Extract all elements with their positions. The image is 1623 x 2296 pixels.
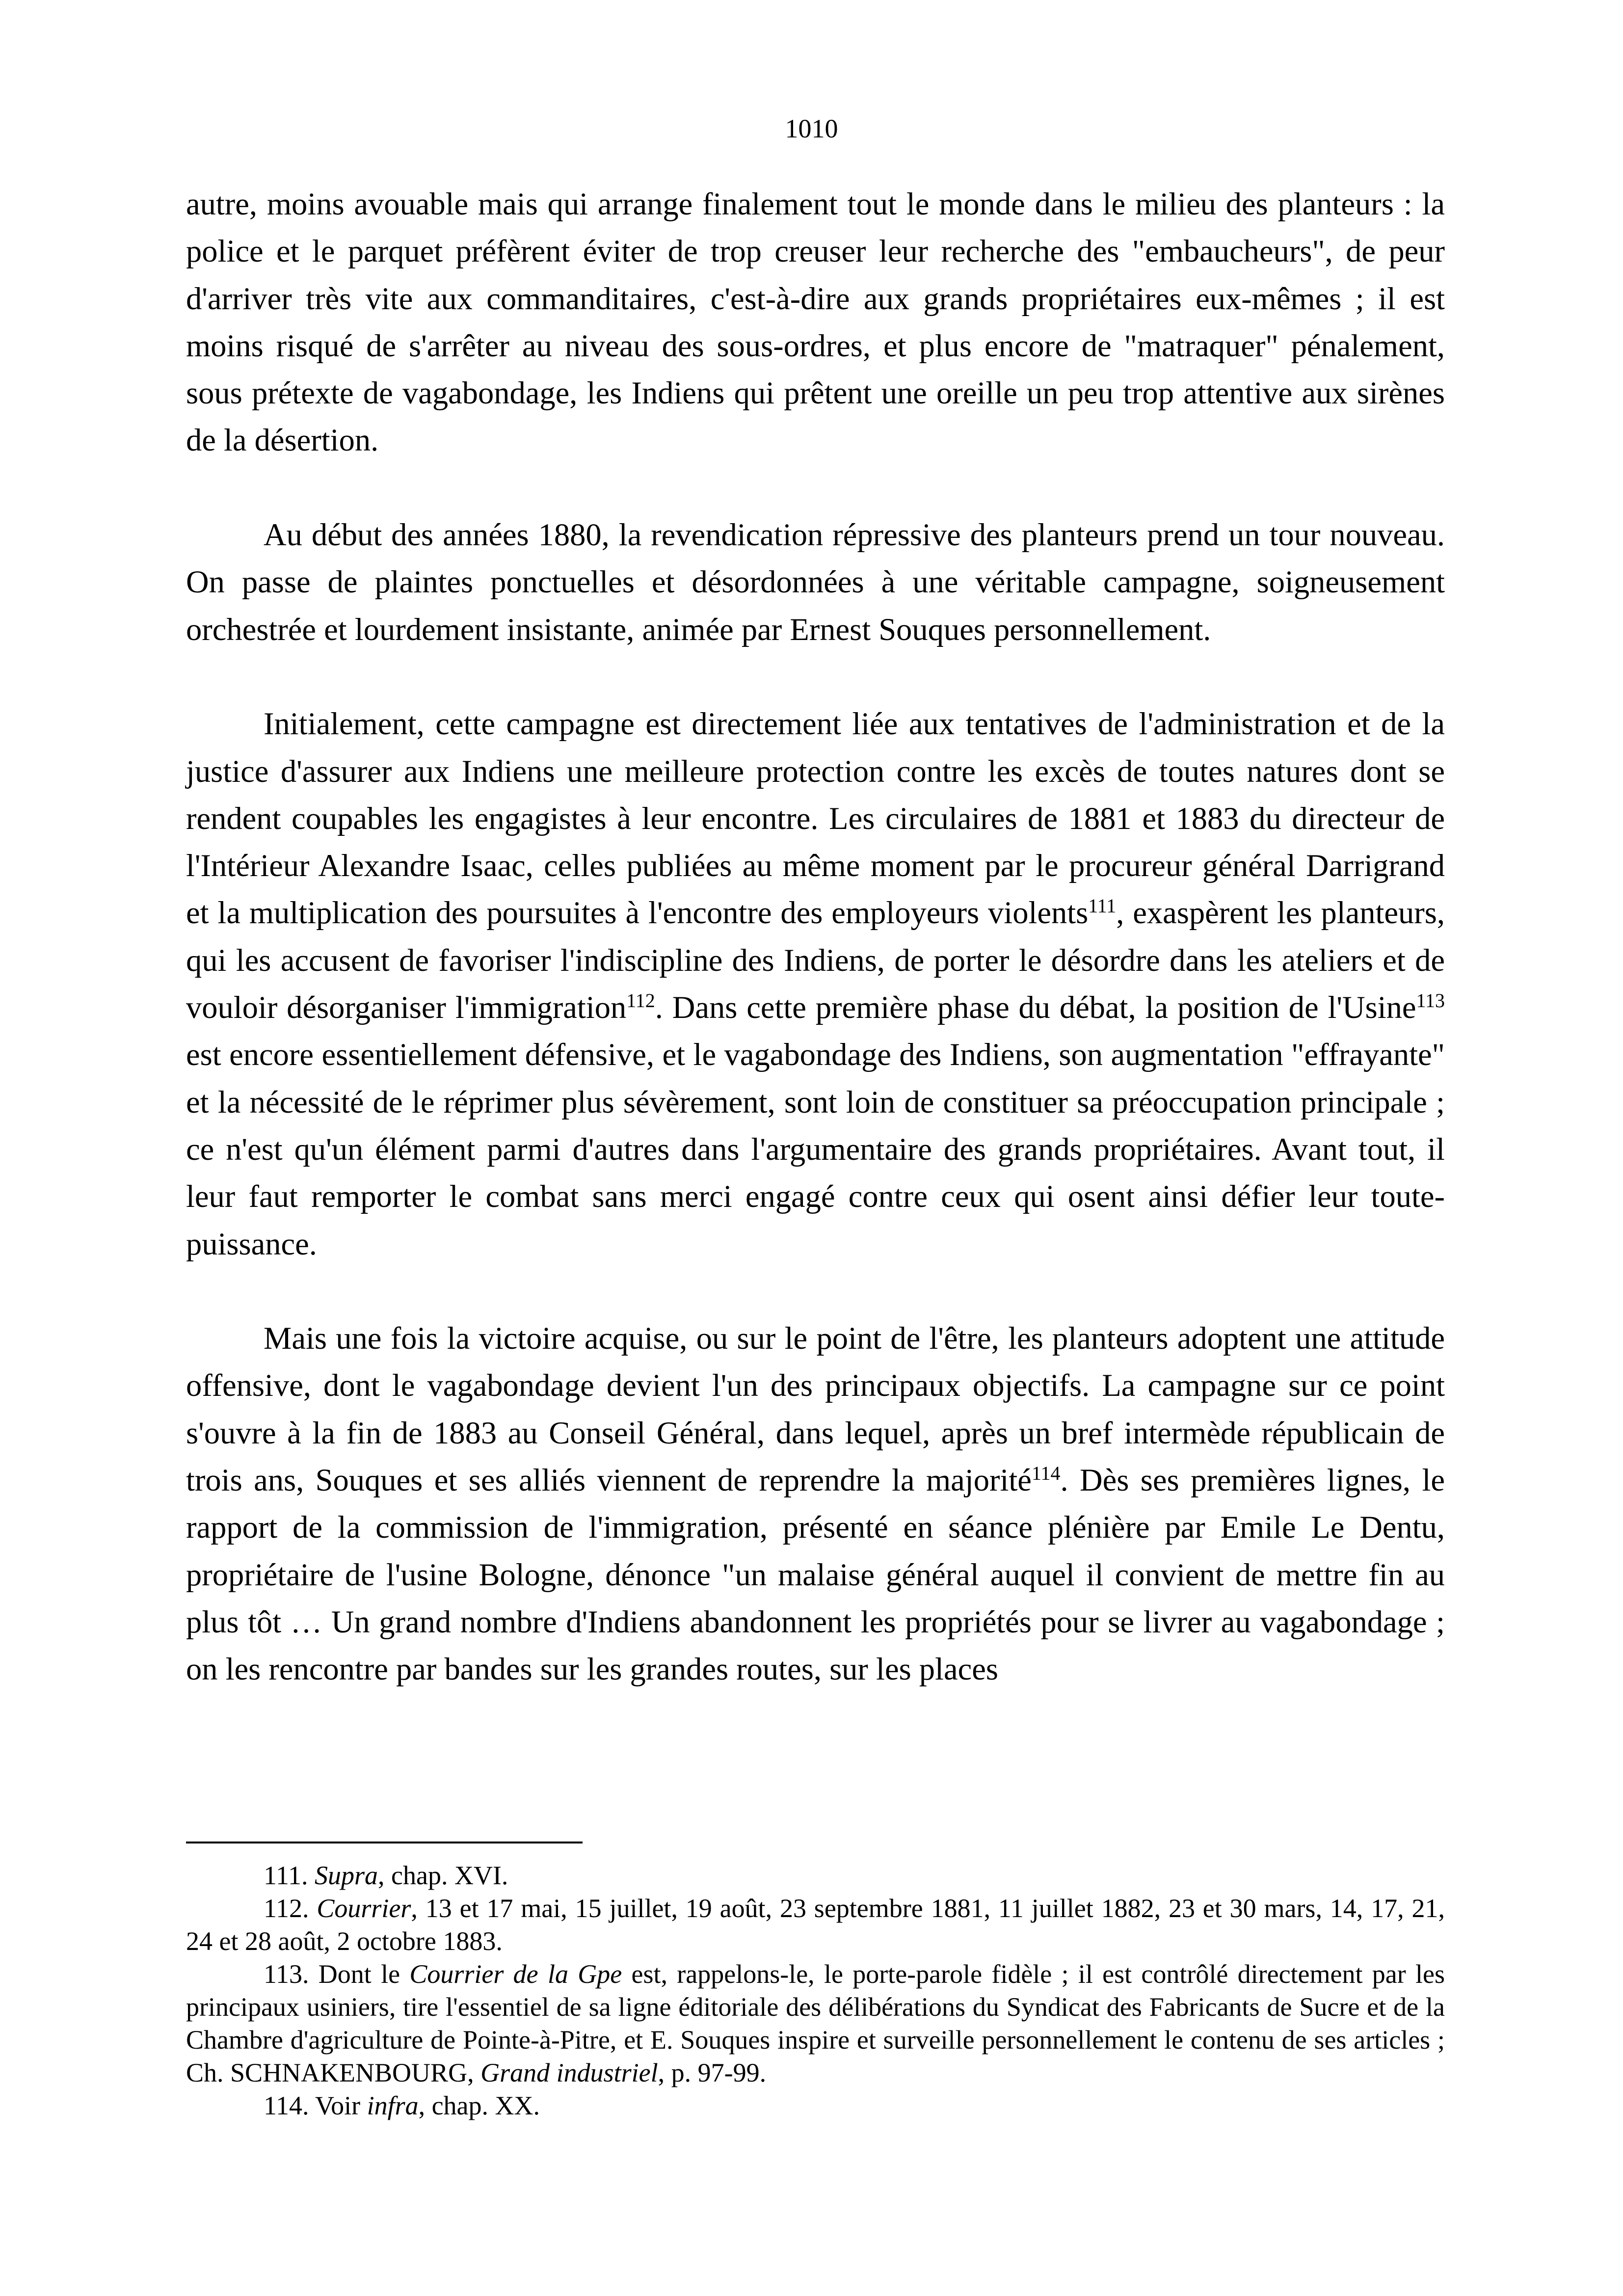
footnote-text: est, rappelons-le, le porte-parole fidèle ; il est contrôlé directement par les principaux usiniers, tire l'essentiel de sa ligne éditoriale des délibérations du Syndicat des Fabricants de Sucre et de la Chambre d'agriculture de Pointe-à-Pitre, et E. Souques inspire et surveille personnellement le contenu de ses articles ; Ch. SCHNAKENBOURG, bbox=[186, 1959, 1445, 2087]
footnote-113 bbox=[186, 1958, 1445, 2089]
footnotes bbox=[186, 1859, 1445, 2122]
paragraph-3-text-c: . Dans cette première phase du débat, la position de l'Usine bbox=[655, 990, 1416, 1025]
footnote-italic: infra bbox=[367, 2091, 419, 2120]
paragraph-1: autre, moins avouable mais qui arrange finalement tout le monde dans le milieu des planteurs : la police et le parquet préfèrent éviter de trop creuser leur recherche des "embaucheurs", de peur d'arriver très vite aux commanditaires, c'est-à-dire aux grands propriétaires eux-mêmes ; il est moins risqué de s'arrêter au niveau des sous-ordres, et plus encore de "matraquer" pénalement, sous prétexte de vagabondage, les Indiens qui prêtent une oreille un peu trop attentive aux sirènes de la désertion. bbox=[186, 187, 1445, 458]
paragraph-4 bbox=[186, 1315, 1445, 1693]
footnote-italic: Grand industriel bbox=[480, 2058, 658, 2087]
footnote-text: Dont le bbox=[318, 1959, 410, 1989]
footnote-text: , chap. XX. bbox=[418, 2091, 540, 2120]
footnote-number: 112. bbox=[264, 1894, 309, 1923]
footnote-ref-112: 112 bbox=[626, 989, 655, 1012]
footnote-ref-111: 111 bbox=[1088, 895, 1117, 917]
footnote-number: 111. bbox=[264, 1861, 308, 1890]
paragraph-4-text-a: Mais une fois la victoire acquise, ou sur le point de l'être, les planteurs adoptent une attitude offensive, dont le vagabondage devient l'un des principaux objectifs. La campagne sur ce point s'ouvre à la fin de 1883 au Conseil Général, dans lequel, après un bref intermède républicain de trois ans, Souques et ses alliés viennent de reprendre la majorité bbox=[186, 1321, 1445, 1498]
paragraph-3-text-d: est encore essentiellement défensive, et le vagabondage des Indiens, son augmentation "effrayante" et la nécessité de le réprimer plus sévèrement, sont loin de constituer sa préoccupation principale ; ce n'est qu'un élément parmi d'autres dans l'argumentaire des grands propriétaires. Avant tout, il leur faut remporter le combat sans merci engagé contre ceux qui osent ainsi défier leur toute-puissance. bbox=[186, 1037, 1445, 1261]
footnote-114 bbox=[186, 2089, 1445, 2122]
body-text bbox=[186, 181, 1445, 1693]
paragraph-4-text-b: . Dès ses premières lignes, le rapport de la commission de l'immigration, présenté en séance plénière par Emile Le Dentu, propriétaire de l'usine Bologne, dénonce "un malaise général auquel il convient de mettre fin au plus tôt … Un grand nombre d'Indiens abandonnent les propriétés pour se livrer au vagabondage ; on les rencontre par bandes sur les grandes routes, sur les places bbox=[186, 1463, 1445, 1687]
paragraph-3 bbox=[186, 700, 1445, 1268]
footnote-text: Voir bbox=[315, 2091, 367, 2120]
paragraph-3-text-a: Initialement, cette campagne est directement liée aux tentatives de l'administration et de la justice d'assurer aux Indiens une meilleure protection contre les excès de toutes natures dont se rendent coupables les engagistes à leur encontre. Les circulaires de 1881 et 1883 du directeur de l'Intérieur Alexandre Isaac, celles publiées au même moment par le procureur général Darrigrand et la multiplication des poursuites à l'encontre des employeurs violents bbox=[186, 706, 1445, 931]
paragraph-3-text-b: , exaspèrent les planteurs, qui les accusent de favoriser l'indiscipline des Indiens, de porter le désordre dans les ateliers et de vouloir désorganiser l'immigration bbox=[186, 895, 1445, 1025]
footnote-text: , 13 et 17 mai, 15 juillet, 19 août, 23 septembre 1881, 11 juillet 1882, 23 et 30 mars, 14, 17, 21, 24 et 28 août, 2 octobre 1883. bbox=[186, 1894, 1445, 1956]
footnote-text: , p. 97-99. bbox=[658, 2058, 767, 2087]
footnote-ref-113: 113 bbox=[1416, 989, 1445, 1012]
footnote-separator bbox=[186, 1842, 583, 1843]
footnote-italic: Supra bbox=[315, 1861, 378, 1890]
footnote-number: 114. bbox=[264, 2091, 309, 2120]
paragraph-2: Au début des années 1880, la revendication répressive des planteurs prend un tour nouveau. On passe de plaintes ponctuelles et désordonnées à une véritable campagne, soigneusement orchestrée et lourdement insistante, animée par Ernest Souques personnellement. bbox=[186, 517, 1445, 647]
footnote-number: 113. bbox=[264, 1959, 309, 1989]
page-number: 1010 bbox=[785, 114, 838, 143]
footnote-111 bbox=[186, 1859, 1445, 1892]
footnote-text: , chap. XVI. bbox=[378, 1861, 508, 1890]
footnote-italic: Courrier de la Gpe bbox=[409, 1959, 622, 1989]
footnote-112 bbox=[186, 1892, 1445, 1958]
footnote-ref-114: 114 bbox=[1031, 1462, 1061, 1485]
footnote-italic: Courrier bbox=[317, 1894, 411, 1923]
